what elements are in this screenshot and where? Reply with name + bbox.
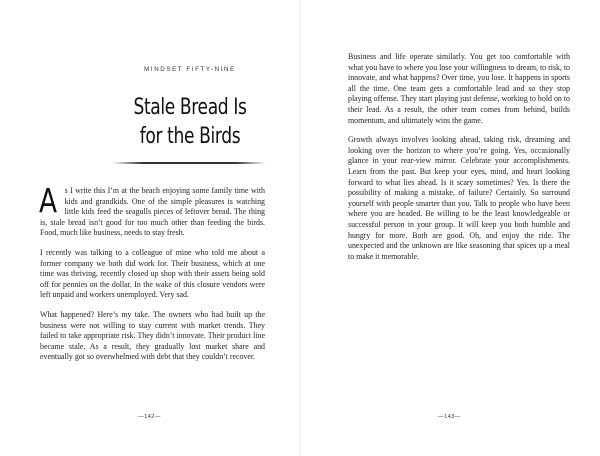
page-number-left: —142— (138, 414, 161, 420)
paragraph: What happened? Here’s my take. The owners who had built up the business were not willing to stay current with market trends. They failed to take appropriate risk. They didn’t innovate. Their product line became stale. As a result, they gradually lost market share and eventually got so overwhelmed with debt that they couldn’t recover. (40, 309, 265, 362)
page-number-right: —143— (438, 414, 461, 420)
paragraph (39, 181, 265, 239)
paragraph: Business and life operate similarly. You get too comfortable with what you have to where you lose your willingness to dream, to risk, to innovate, and what happens? Over time, you lose. It happens in sports all the time. One team gets a comfortable lead and so they stop playing offense. They start playing just defense, working to hold on to their lead. As a result, the other team comes from behind, builds momentum, and ultimately wins the game. (348, 52, 570, 125)
right-body-text (348, 52, 570, 271)
chapter-kicker: MINDSET FIFTY-NINE (144, 66, 236, 73)
title-line-2: for the Birds (139, 123, 241, 149)
drop-cap: A (39, 181, 58, 220)
left-body-text (39, 181, 265, 372)
title-line-1: Stale Bread Is (133, 94, 247, 120)
chapter-title (106, 93, 273, 151)
title-divider (112, 162, 266, 164)
paragraph: I recently was talking to a colleague of mine who told me about a former company we both did work for. Their business, which at one time was thriving, recently closed up shop with their assets being sold off for pennies on the dollar. In the wake of this closure vendors were left unpaid and workers unemployed. Very sad. (40, 247, 265, 300)
right-page (300, 0, 600, 456)
paragraph: Growth always involves looking ahead, taking risk, dreaming and looking over the horizon to where you’re going. Yes, occasionally glance in your rear-view mirror. Celebrate your accomplishments. Learn from the past. But keep your eyes, mind, and heart looking forward to what lies ahead. Is it scary sometimes? Yes. Is there the possibility of making a mistake, of failure? Certainly. So surround yourself with people smarter than you. Talk to people who have been where you are headed. Be willing to be the least knowledgeable or successful person in your group. It will keep you both humble and hungry for more. Both are good. Oh, and enjoy the ride. The unexpected and the unknown are like seasoning that spices up a meal to make it memorable. (348, 135, 570, 261)
paragraph-text: s I write this I’m at the beach enjoying some family time with kids and grandkids. One of the simple pleasures is watching little kids feed the seagulls pieces of leftover bread. The thing is, stale bread isn’t good for too much other than feeding the birds. Food, much like business, needs to stay fresh. (40, 186, 265, 238)
